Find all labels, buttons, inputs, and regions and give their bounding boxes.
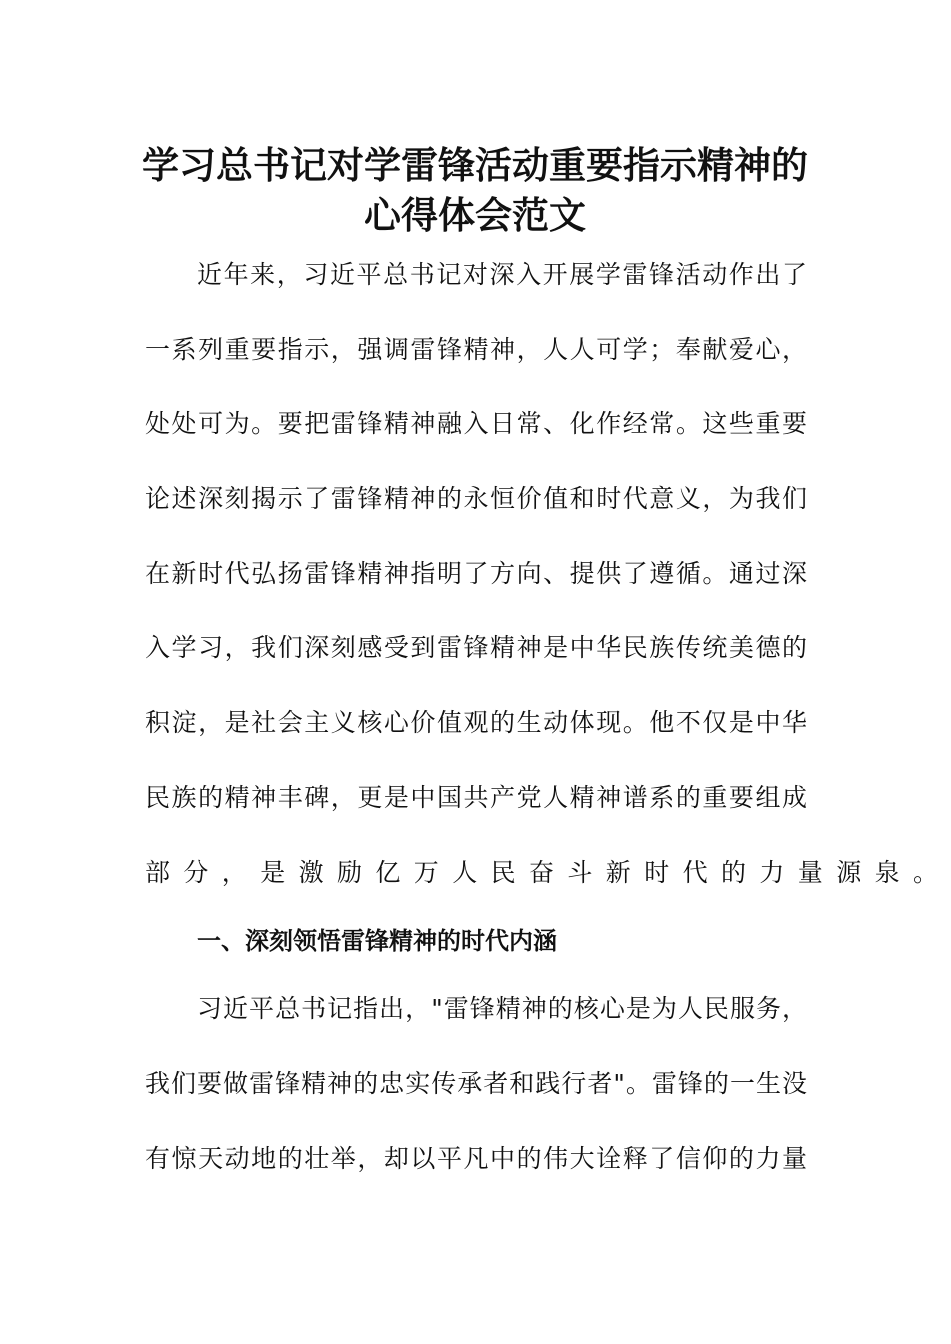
title-line: 心得体会范文 (364, 193, 586, 237)
text-line: 民族的精神丰碑，更是中国共产党人精神谱系的重要组成 (145, 782, 807, 812)
text-line: 积淀，是社会主义核心价值观的生动体现。他不仅是中华 (145, 708, 807, 738)
text-line: 近年来，习近平总书记对深入开展学雷锋活动作出了 (197, 260, 807, 289)
text-line: 处处可为。要把雷锋精神融入日常、化作经常。这些重要 (145, 409, 807, 439)
text-line: 在新时代弘扬雷锋精神指明了方向、提供了遵循。通过深 (145, 558, 807, 588)
document-body (145, 238, 951, 1196)
text-line: 有惊天动地的壮举，却以平凡中的伟大诠释了信仰的力量 (145, 1143, 807, 1173)
document-title (0, 140, 950, 240)
paragraph-intro (145, 238, 951, 910)
text-line: 一系列重要指示，强调雷锋精神，人人可学；奉献爱心， (145, 334, 807, 364)
text-line: 部分，是激励亿万人民奋斗新时代的力量源泉。 (145, 857, 951, 887)
text-line: 习近平总书记指出，"雷锋精神的核心是为人民服务， (197, 994, 807, 1024)
section-heading: 一、深刻领悟雷锋精神的时代内涵 (197, 927, 557, 956)
text-line: 论述深刻揭示了雷锋精神的永恒价值和时代意义，为我们 (145, 484, 807, 514)
text-line: 我们要做雷锋精神的忠实传承者和践行者"。雷锋的一生没 (145, 1068, 807, 1098)
text-line: 入学习，我们深刻感受到雷锋精神是中华民族传统美德的 (145, 633, 807, 663)
paragraph-section-1 (145, 972, 807, 1196)
title-line: 学习总书记对学雷锋活动重要指示精神的 (142, 143, 808, 187)
